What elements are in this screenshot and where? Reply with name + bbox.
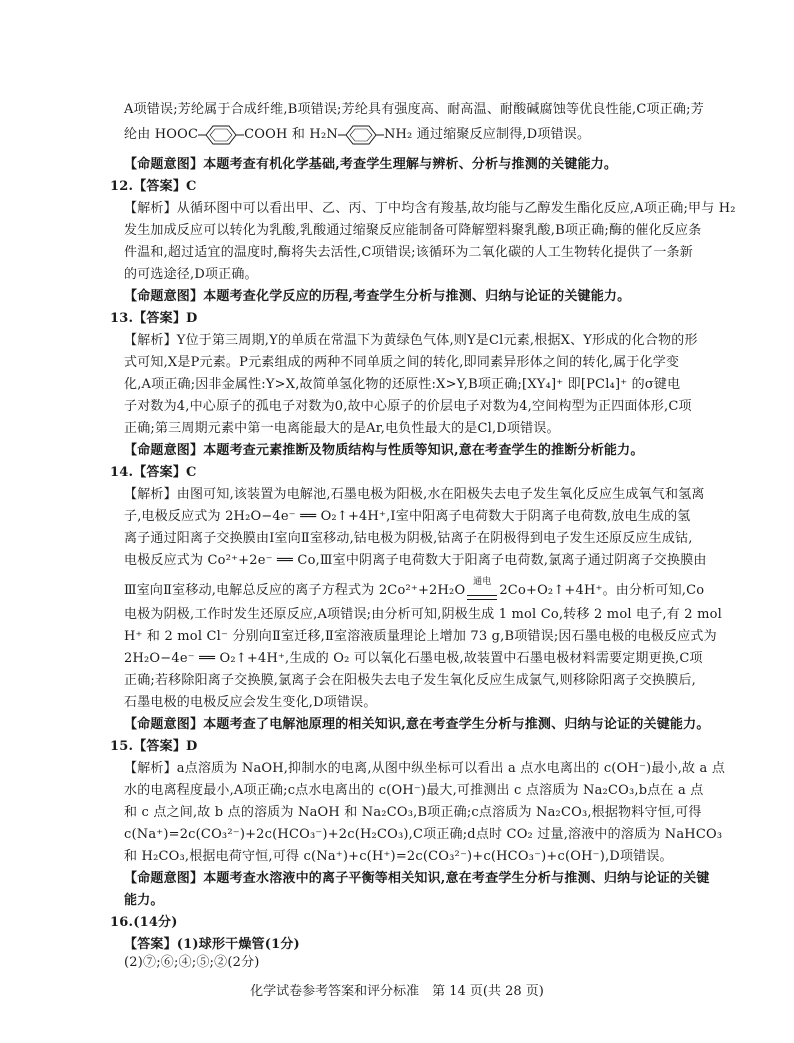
page-footer: 化学试卷参考答案和评分标准 第 14 页(共 28 页) [250,984,544,999]
text-line: 【解析】a点溶质为 NaOH,抑制水的电离,从图中纵坐标可以看出 a 点水电离出的 c(OH⁻)最小,故 a 点 [124,761,726,776]
intent-line: 【命题意图】本题考查化学反应的历程,考查学生分析与推测、归纳与论证的关键能力。 [124,289,631,304]
text-line: 电极为阴极,工作时发生还原反应,A项错误;由分析可知,阴极生成 1 mol Co,转移 2 mol 电子,有 2 mol [124,607,723,622]
text-line: 化,A项正确;因非金属性:Y>X,故简单氢化物的还原性:X>Y,B项正确;[XY₄]⁺ 即[PCl₄]⁺ 的σ键电 [124,377,681,392]
question-number: 16.(14分) [110,915,178,930]
text-line: 的可选途径,D项正确。 [124,267,258,282]
question-number: 14.【答案】C [110,465,197,480]
condition-label: 通电 [473,577,492,587]
text-line: 件温和,超过适宜的温度时,酶将失去活性,C项错误;该循环为二氧化碳的人工生物转化提供了一条新 [124,245,693,260]
intent-line: 【命题意图】本题考查元素推断及物质结构与性质等知识,意在考查学生的推断分析能力。 [124,443,644,458]
text-line: 2H₂O−4e⁻ ══ O₂↑+4H⁺,生成的 O₂ 可以氧化石墨电极,故装置中石墨电极材料需要定期更换,C项 [124,651,703,666]
intent-line: 【命题意图】本题考查有机化学基础,考查学生理解与辨析、分析与推测的关键能力。 [124,157,618,172]
formula-line [124,122,590,148]
answer-line: 【答案】(1)球形干燥管(1分) [124,937,300,952]
text-line: 子,电极反应式为 2H₂O−4e⁻ ══ O₂↑+4H⁺,Ⅰ室中阳离子电荷数大于阴离子电荷数,放电生成的氢 [124,509,691,524]
text-segment: 纶由 HOOC [124,127,199,142]
question-number: 15.【答案】D [110,739,198,754]
text-line: 石墨电极的电极反应会发生变化,D项错误。 [124,695,377,710]
text-line: 水的电离程度最小,A项正确;c点水电离出的 c(OH⁻)最大,可推测出 c 点溶质为 Na₂CO₃,b点在 a 点 [124,783,704,798]
text-line: c(Na⁺)=2c(CO₃²⁻)+2c(HCO₃⁻)+2c(H₂CO₃),C项正确;d点时 CO₂ 过量,溶液中的溶质为 NaHCO₃ [124,827,723,842]
text-line: 发生加成反应可以转化为乳酸,乳酸通过缩聚反应能制备可降解塑料聚乳酸,B项正确;酶的催化反应条 [124,223,702,238]
text-line: 离子通过阳离子交换膜由Ⅰ室向Ⅱ室移动,钴电极为阴极,钴离子在阴极得到电子发生还原反应生成钴, [124,531,693,546]
equation-line [124,577,705,600]
text-line: 和 c 点之间,故 b 点的溶质为 NaOH 和 Na₂CO₃,B项正确;c点溶质为 Na₂CO₃,根据物料守恒,可得 [124,805,702,820]
text-line: 和 H₂CO₃,根据电荷守恒,可得 c(Na⁺)+c(H⁺)=2c(CO₃²⁻)+c(HCO₃⁻)+c(OH⁻),D项错误。 [124,849,673,864]
benzene-ring-diagram [198,124,244,146]
text-segment: 2Co+O₂↑+4H⁺。由分析可知,Co [499,583,705,598]
text-line: 子对数为4,中心原子的孤电子对数为0,故中心原子的价层电子对数为4,空间构型为正四面体形,C项 [124,399,692,414]
text-line: 正确;若移除阳离子交换膜,氯离子会在阳极失去电子发生氧化反应生成氯气,则移除阳离子交换膜后, [124,673,696,688]
equals-sign [467,595,497,600]
intent-line: 能力。 [124,893,164,908]
text-line: 式可知,X是P元素。P元素组成的两种不同单质之间的转化,即同素异形体之间的转化,属于化学变 [124,355,680,370]
text-segment: COOH 和 H₂N [244,127,338,142]
intent-line: 【命题意图】本题考查了电解池原理的相关知识,意在考查学生分析与推测、归纳与论证的关键能力。 [124,717,710,732]
text-line: H⁺ 和 2 mol Cl⁻ 分别向Ⅱ室迁移,Ⅱ室溶液质量理论上增加 73 g,B项错误;因石墨电极的电极反应式为 [124,629,717,644]
benzene-ring-diagram [338,124,384,146]
intent-line: 【命题意图】本题考查水溶液中的离子平衡等相关知识,意在考查学生分析与推测、归纳与论证的关键 [124,871,710,886]
text-line: 正确;第三周期元素中第一电离能最大的是Ar,电负性最大的是Cl,D项错误。 [124,421,560,436]
answer-line: (2)⑦;⑥;④;⑤;②(2分) [124,955,260,970]
text-line: 电极反应式为 Co²⁺+2e⁻ ══ Co,Ⅲ室中阴离子电荷数大于阳离子电荷数,氯离子通过阴离子交换膜由 [124,553,707,568]
text-segment: Ⅲ室向Ⅱ室移动,电解总反应的离子方程式为 2Co²⁺+2H₂O [124,583,466,598]
text-line: 【解析】Y位于第三周期,Y的单质在常温下为黄绿色气体,则Y是Cl元素,根据X、Y形成的化合物的形 [124,333,698,348]
text-line: 【解析】由图可知,该装置为电解池,石墨电极为阳极,水在阳极失去电子发生氧化反应生成氧气和氢离 [124,487,705,502]
question-number: 13.【答案】D [110,311,198,326]
text-line: A项错误;芳纶属于合成纤维,B项错误;芳纶具有强度高、耐高温、耐酸碱腐蚀等优良性能,C项正确;芳 [124,102,704,117]
text-segment: NH₂ 通过缩聚反应制得,D项错误。 [383,127,591,142]
text-line: 【解析】从循环图中可以看出甲、乙、丙、丁中均含有羧基,故均能与乙醇发生酯化反应,A项正确;甲与 H₂ [124,201,736,216]
reaction-condition [465,577,499,600]
question-number: 12.【答案】C [110,179,197,194]
